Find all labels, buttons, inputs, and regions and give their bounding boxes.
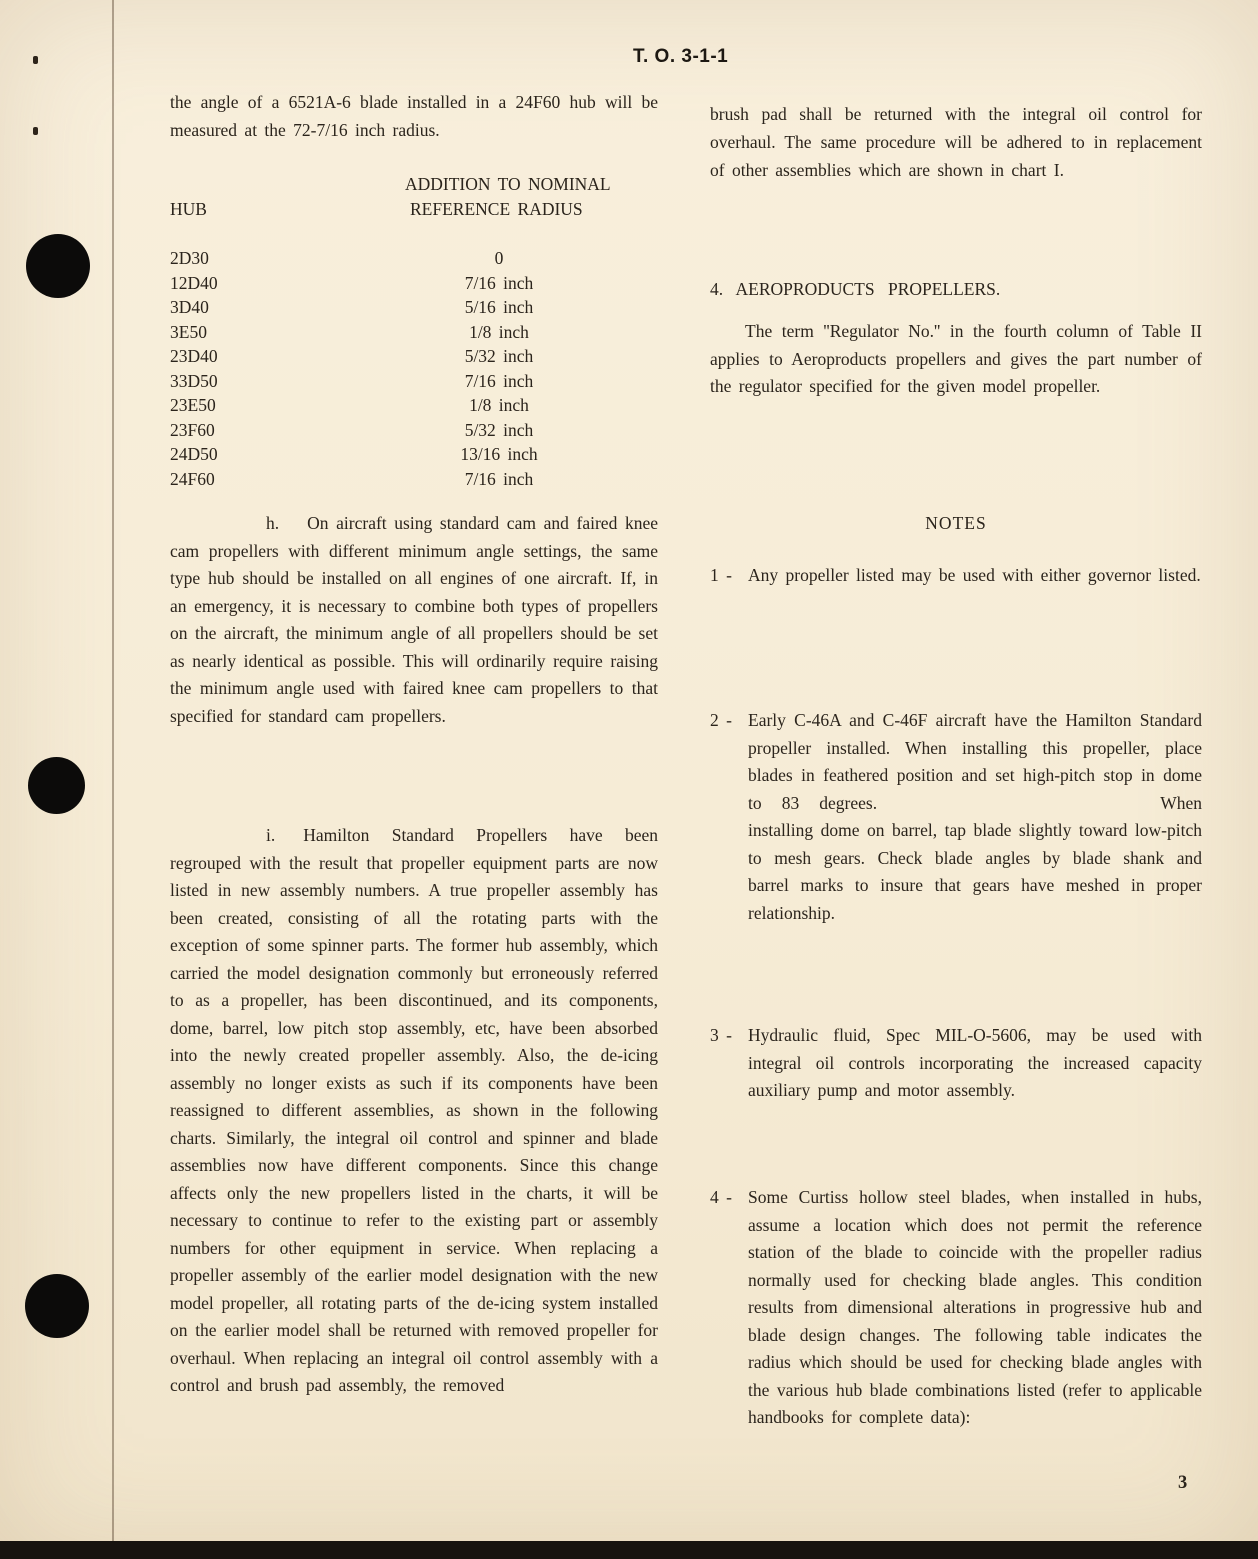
table-row: 3D40 5/16 inch <box>170 297 534 317</box>
table-row: 3E50 1/8 inch <box>170 321 529 342</box>
paragraph-h <box>170 510 658 730</box>
note-4 <box>710 1184 1202 1432</box>
note-2-text <box>748 707 1202 927</box>
table-header-line2 <box>170 197 658 222</box>
table-row: 24F60 7/16 inch <box>170 468 534 489</box>
section-4-heading: 4. AEROPRODUCTS PROPELLERS. <box>710 279 1001 299</box>
table-row: 23D40 5/32 inch <box>170 346 534 366</box>
note-4-text: Some Curtiss hollow steel blades, when installed in hubs, assume a location which does not permit the reference station of the blade to coincide with the propeller radius normally used for checking blade angles. This condition results from dimensional alterations in progressive hub and blade design changes. The following table indicates the radius which should be used for checking blade angles with the various hub blade combinations listed (refer to applicable handbooks for complete data): <box>748 1187 1202 1427</box>
notes-heading: NOTES <box>925 513 987 533</box>
hub-radius-table <box>170 172 658 491</box>
paragraph-i <box>170 822 658 1400</box>
scan-artifact <box>33 127 38 135</box>
table-header <box>170 172 658 221</box>
continuation-paragraph: brush pad shall be returned with the integral oil control for overhaul. The same procedure will be adhered to in replacement of other assemblies which are shown in chart I. <box>710 104 1202 180</box>
note-2 <box>710 707 1202 927</box>
table-row: 23E50 1/8 inch <box>170 395 529 415</box>
note-2-text-before-gap: Early C-46A and C-46F aircraft have the Hamilton Standard propeller installed. When installing this propeller, place blades in feathered position and set high-pitch stop in dome to 83 degrees. <box>748 710 1202 813</box>
table-row: 33D50 7/16 inch <box>170 370 534 391</box>
note-4-number: 4 - <box>710 1187 732 1207</box>
note-2-text-after-gap: When installing dome <box>748 792 1202 840</box>
note-1-text: Any propeller listed may be used with either governor listed. <box>748 565 1201 585</box>
paragraph-i-label: i. <box>266 825 276 845</box>
faded-erased-text-area <box>897 808 1160 809</box>
note-1-number: 1 - <box>710 565 732 585</box>
table-row: 23F60 5/32 inch <box>170 419 534 440</box>
hole-punch <box>26 234 90 298</box>
intro-paragraph: the angle of a 6521A-6 blade installed in a 24F60 hub will be measured at the 72-7/16 inch radius. <box>170 92 658 140</box>
hole-punch <box>28 757 85 814</box>
table-header-line1: ADDITION TO NOMINAL <box>405 174 611 194</box>
note-2-text-continued: on barrel, tap blade slightly toward low-pitch to mesh gears. Check blade angles by blade shank and barrel marks to insure that gears have meshed in proper relationship. <box>748 820 1202 923</box>
hole-punch <box>25 1274 89 1338</box>
table-body <box>170 246 658 491</box>
paragraph-h-label: h. <box>266 513 280 533</box>
note-3 <box>710 1022 1202 1105</box>
bottom-scan-edge <box>0 1541 1258 1559</box>
paragraph-i-text: Hamilton Standard Propellers have been regrouped with the result that propeller equipment parts are now listed in new assembly numbers. A true propeller assembly has been created, consisting of all the rotating parts with the exception of some spinner parts. The former hub assembly, which carried the model designation commonly but erroneously referred to as a propeller, has been discontinued, and its components, dome, barrel, low pitch stop assembly, etc, have been absorbed into the newly created propeller assembly. Also, the de-icing assembly no longer exists as such if its components have been reassigned to different assemblies, as shown in the following charts. Similarly, the integral oil control and spinner and blade assemblies now have different components. Since this change affects only the new propellers listed in the charts, it will be necessary to continue to refer to the existing part or assembly numbers for other equipment in service. When replacing a propeller assembly of the earlier model designation with the new model propeller, all rotating parts of the de-icing system installed on the earlier model shall be returned with removed propeller for overhaul. When replacing an integral oil control assembly with a control and brush pad assembly, the removed <box>170 825 658 1395</box>
left-margin-rule <box>112 0 114 1559</box>
table-row: 24D50 13/16 inch <box>170 444 538 464</box>
note-1 <box>710 562 1202 590</box>
table-row: 12D40 7/16 inch <box>170 272 534 293</box>
note-3-number: 3 - <box>710 1025 732 1045</box>
column-header-hub: HUB <box>170 198 207 219</box>
table-row: 2D30 0 <box>170 248 504 268</box>
note-3-text: Hydraulic fluid, Spec MIL-O-5606, may be used with integral oil controls incorporating the increased capacity auxiliary pump and motor assembly. <box>748 1025 1202 1100</box>
column-header-reference-radius: REFERENCE RADIUS <box>410 198 583 219</box>
paragraph-h-text: On aircraft using standard cam and faired knee cam propellers with different minimum angle settings, the same type hub should be installed on all engines of one aircraft. If, in an emergency, it is necessary to combine both types of propellers on the aircraft, the minimum angle of all propellers should be set as nearly identical as possible. This will ordinarily require raising the minimum angle used with faired knee cam propellers to that specified for standard cam propellers. <box>170 513 658 726</box>
note-2-number: 2 - <box>710 710 732 730</box>
page-header-to-number: T. O. 3-1-1 <box>633 46 729 67</box>
section-4-paragraph: The term ''Regulator No.'' in the fourth column of Table II applies to Aeroproducts propellers and gives the part number of the regulator specified for the given model propeller. <box>710 321 1202 396</box>
page-number: 3 <box>1178 1473 1188 1493</box>
scan-artifact <box>33 56 38 64</box>
